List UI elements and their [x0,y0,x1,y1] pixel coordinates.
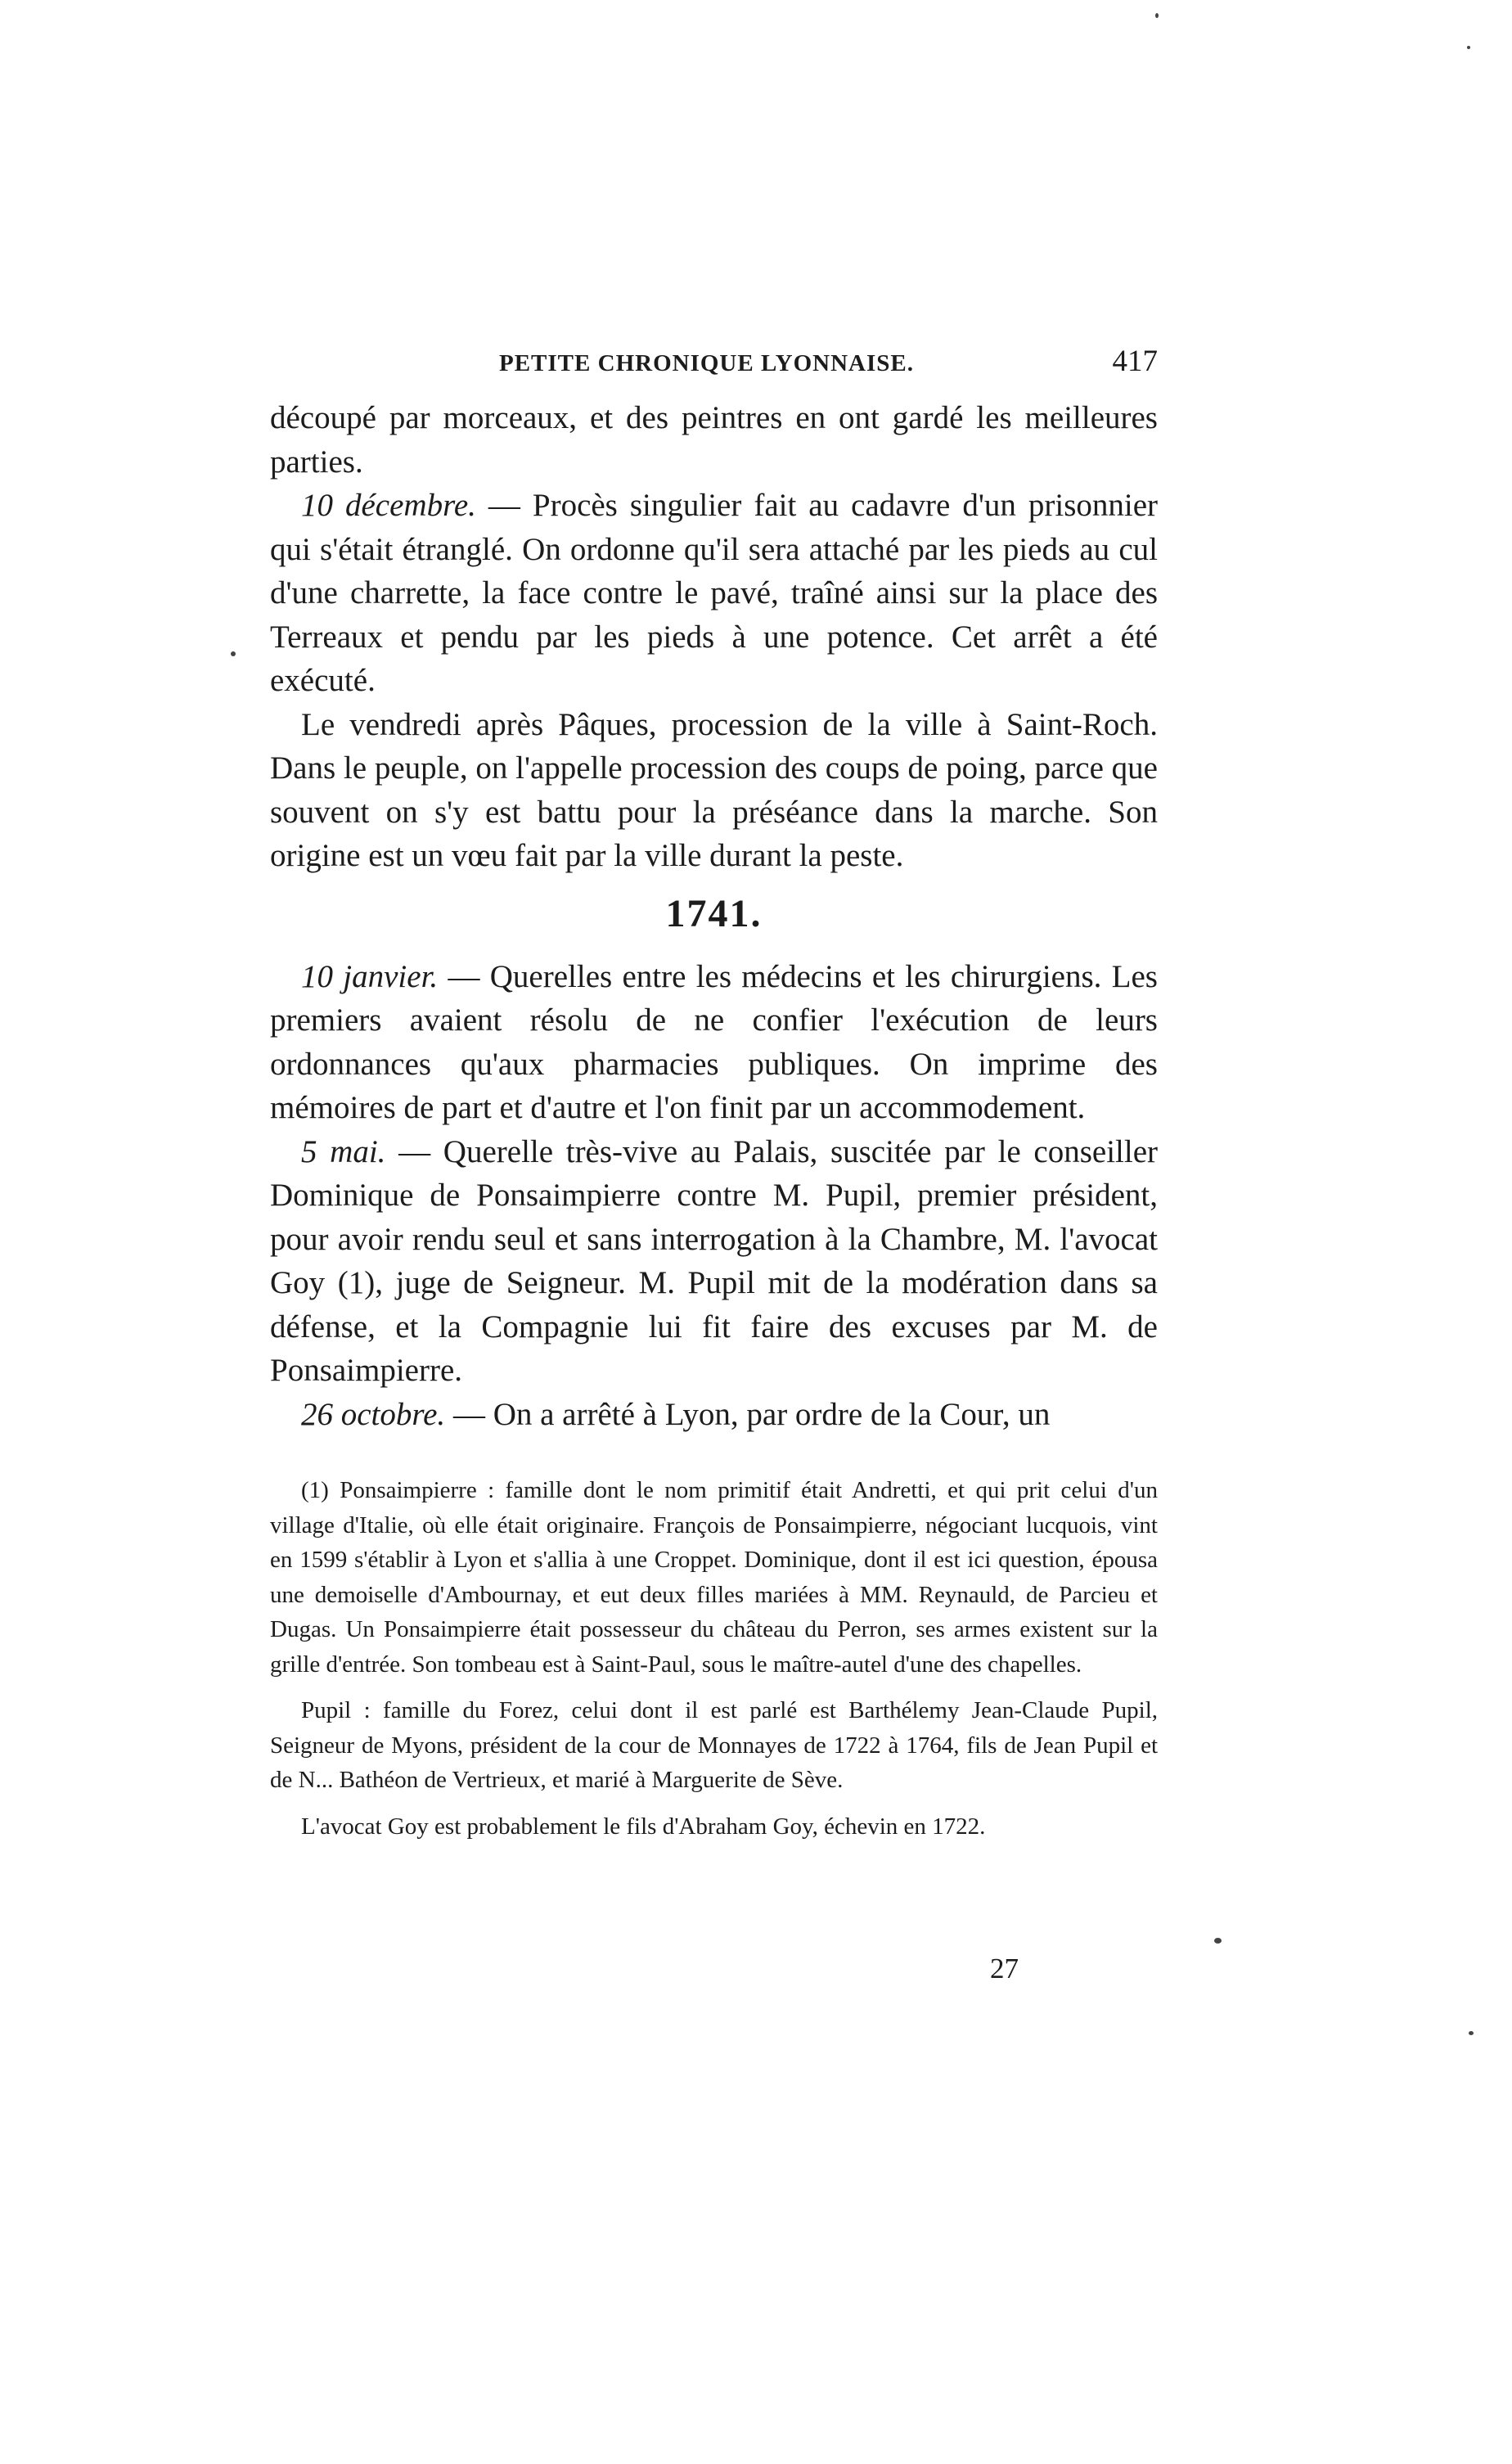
main-text [270,396,1158,1436]
entry-text: — Procès singulier fait au cadavre d'un prisonnier qui s'était étranglé. On ordonne qu'il sera attaché par les pieds au cul d'une charrette, la face contre le pavé, traîné ainsi sur la place des Terreaux et pendu par les pieds à une potence. Cet arrêt a été exécuté. [270,488,1158,698]
page-number: 417 [1112,345,1158,378]
entry-text: — Querelles entre les médecins et les chirurgiens. Les premiers avaient résolu de ne confier l'exécution de leurs ordonnances qu'aux pharmacies publiques. On imprime des mémoires de part et d'autre et l'on finit par un accommodement. [270,958,1158,1125]
scan-speck [1155,13,1159,18]
paragraph: Le vendredi après Pâques, procession de la ville à Saint-Roch. Dans le peuple, on l'appelle procession des coups de poing, parce que souvent on s'y est battu pour la préséance dans la marche. Son origine est un vœu fait par la ville durant la peste. [270,706,1158,873]
scan-speck [1469,2031,1474,2035]
paragraph: découpé par morceaux, et des peintres en ont gardé les meilleures parties. [270,400,1158,480]
scan-speck [231,651,236,656]
footnotes [270,1473,1158,1855]
footnote: L'avocat Goy est probablement le fils d'Abraham Goy, échevin en 1722. [301,1813,986,1840]
entry-date: 10 décembre. [301,488,476,523]
paragraph [270,955,1158,1130]
entry-date: 5 mai. [301,1133,386,1169]
entry-date: 10 janvier. [301,958,439,994]
paragraph [270,1393,1158,1437]
page-header [270,344,1158,393]
entry-date: 26 octobre. [301,1396,446,1432]
scan-speck [1214,1938,1222,1944]
scan-speck [1467,46,1470,49]
footnote: Pupil : famille du Forez, celui dont il est parlé est Barthélemy Jean-Claude Pupil, Seigneur de Myons, président de la cour de Monnayes de 1722 à 1764, fils de Jean Pupil et de N... Bathéon de Vertrieux, et marié à Marguerite de Sève. [270,1697,1158,1793]
year-heading: 1741. [665,891,763,935]
entry-text: — On a arrêté à Lyon, par ordre de la Cour, un [445,1396,1051,1432]
paragraph [270,484,1158,703]
paragraph [270,1130,1158,1393]
signature-mark: 27 [990,1953,1019,1984]
running-title: PETITE CHRONIQUE LYONNAISE. [499,350,914,376]
entry-text: — Querelle très-vive au Palais, suscitée par le conseiller Dominique de Ponsaimpierre contre M. Pupil, premier président, pour avoir rendu seul et sans interrogation à la Chambre, M. l'avocat Goy (1), juge de Seigneur. M. Pupil mit de la modération dans sa défense, et la Compagnie lui fit faire des excuses par M. de Ponsaimpierre. [270,1133,1158,1388]
footnote: (1) Ponsaimpierre : famille dont le nom primitif était Andretti, et qui prit celui d'un village d'Italie, où elle était originaire. François de Ponsaimpierre, négociant lucquois, vint en 1599 s'établir à Lyon et s'allia à une Croppet. Dominique, dont il est ici question, épousa une demoiselle d'Ambournay, et eut deux filles mariées à MM. Reynauld, de Parcieu et Dugas. Un Ponsaimpierre était possesseur du château du Perron, ses armes existent sur la grille d'entrée. Son tombeau est à Saint-Paul, sous le maître-autel d'une des chapelles. [270,1477,1158,1678]
